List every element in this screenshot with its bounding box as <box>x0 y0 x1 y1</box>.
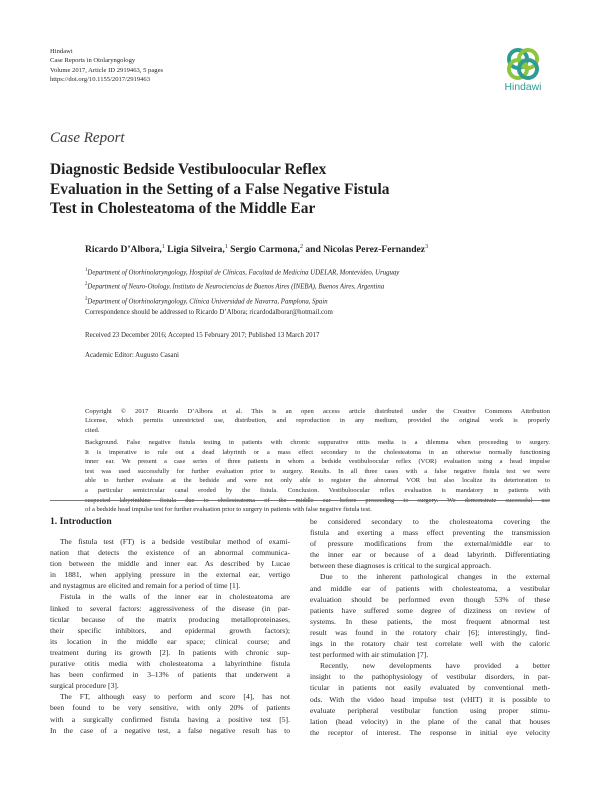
body-line: of pressure modifications from the external/middle ear to <box>310 539 550 549</box>
body-line: be considered secondary to the cholesteatoma covering the <box>310 517 550 526</box>
copyright-line: cited. <box>85 426 100 434</box>
journal-info <box>50 47 163 85</box>
body-line: nation that detects the existence of an abnormal communica- <box>50 548 290 558</box>
affiliation <box>85 294 399 308</box>
body-line: The FT, although easy to perform and score [4], has not <box>60 692 290 702</box>
body-line: Recently, new developments have provided a better <box>320 661 550 671</box>
body-line: been found to be very sensitive, with only 20% of patients <box>50 703 290 713</box>
body-line: with a surgically confirmed fistula having a positive test [5]. <box>50 714 290 724</box>
abstract <box>85 438 550 515</box>
author-affil-number: 3 <box>425 244 429 250</box>
hindawi-logo-icon <box>503 44 543 84</box>
body-line: ticular in patients not easily evaluated by conventional meth- <box>310 683 550 693</box>
body-line: In the case of a negative test, a false negative result has to <box>50 725 290 735</box>
section-divider <box>50 500 550 501</box>
body-line: and nystagmus are elicited and remain for a period of time [1]. <box>50 581 241 591</box>
title-line: Diagnostic Bedside Vestibuloocular Reflex <box>50 161 327 178</box>
author-list <box>85 244 428 255</box>
affiliation-number: 3 <box>85 296 88 302</box>
body-line: result was found in the rotatory chair [6]; interestingly, find- <box>310 627 550 637</box>
affiliation-number: 1 <box>85 268 88 273</box>
body-line: ods. With the video head impulse test (vHIT) it is possible to <box>310 694 550 704</box>
affiliation <box>85 265 399 279</box>
body-line: Fistula in the walls of the inner ear in cholesteatoma are <box>60 592 290 602</box>
body-line: tion between the middle and inner ear. As described by Lucae <box>50 559 290 569</box>
abstract-line: suspected labyrinthine fistula due to cholesteatoma of the middle ear before proceeding to surgery. We demonstrate successful use <box>85 496 550 504</box>
correspondence: Correspondence should be addressed to Ricardo D’Albora; ricardodalborar@hotmail.com <box>85 309 333 316</box>
body-line: treatment during its growth [2]. In patients with chronic sup- <box>50 647 290 657</box>
author-name: and Nicolas Perez-Fernandez <box>302 244 426 256</box>
affiliation-text: Department of Otorhinolaryngology, Hospital de Clínicas, Facultad de Medicina UDELAR, Montevideo, Uruguay <box>87 269 400 277</box>
title-line: Test in Cholesteatoma of the Middle Ear <box>50 200 316 218</box>
logo-wordmark: Hindawi <box>504 82 542 93</box>
author-affil-number: 1 <box>224 244 228 250</box>
copyright-line: License, which permits unrestricted use, distribution, and reproduction in any medium, provided the original work is properly <box>85 417 550 425</box>
body-line: evaluation should be performed even though 53% of these <box>310 594 550 604</box>
body-line: linked to several factors: aggressiveness of the disease (in par- <box>50 603 290 613</box>
body-line: purative otitis media with cholesteatoma a labyrinthine fistula <box>50 659 290 669</box>
body-line: ings in the rotatory chair test correlate well with the caloric <box>310 639 550 649</box>
body-line: between these diagnoses is critical to the surgical approach. <box>310 561 491 571</box>
author-name: Sergio Carmona, <box>227 244 300 256</box>
body-line: ticular because of the matrix producing metalloproteinases, <box>50 614 290 624</box>
body-line: lation (head velocity) in the plane of the canal that houses <box>310 716 550 726</box>
copyright-notice <box>85 407 550 435</box>
publisher-name: Hindawi <box>50 48 73 55</box>
body-line: the receptor of interest. The response in initial eye velocity <box>310 727 550 737</box>
title-line: Evaluation in the Setting of a False Negative Fistula <box>50 180 390 198</box>
abstract-line: inner ear. We present a case series of three patients in whom a bedside vestibuloocular reflex (VOR) evaluation using a head impulse <box>85 458 550 466</box>
author-name: Ricardo D’Albora, <box>85 244 162 256</box>
body-line: systems. In these patients, the most frequent abnormal test <box>310 616 550 626</box>
section-heading: 1. Introduction <box>50 516 112 527</box>
abstract-line: test was used successfully for further evaluation prior to surgery. Results. In all three cases with a false negative fistula test we were <box>85 467 550 475</box>
body-line: The fistula test (FT) is a bedside vestibular method of exami- <box>60 537 290 546</box>
body-line: test performed with air stimulation [7]. <box>310 650 429 660</box>
affiliations <box>85 265 399 308</box>
abstract-line: able to further evaluate at the bedside and were not only able to register the abnormal VOR but also localize its deterioration to <box>85 477 550 485</box>
body-column-right <box>310 516 550 738</box>
affiliation-text: Department of Otorhinolaryngology, Clínica Universidad de Navarra, Pamplona, Spain <box>87 297 328 305</box>
body-line: the inner ear or because of a dead labyrinth. Differentiating <box>310 550 550 560</box>
author-name: Ligia Silveira, <box>164 244 225 256</box>
author-affil-number: 2 <box>299 244 303 250</box>
body-line: insight to the pathophysiology of vestibular disorders, in par- <box>310 672 550 682</box>
body-line: evaluate peripheral vestibular function using proper stimu- <box>310 705 550 715</box>
body-column-left <box>50 536 290 736</box>
copyright-line: Copyright © 2017 Ricardo D’Albora et al. This is an open access article distributed under the Creative Commons Attribution <box>85 408 550 415</box>
body-line: in 1881, when applying pressure in the external ear, vertigo <box>50 570 290 580</box>
body-line: surgical procedure [3]. <box>50 681 119 691</box>
affiliation-text: Department of Neuro-Otology, Instituto de Neurociencias de Buenos Aires (INEBA), Buenos Aires, Argentina <box>87 283 385 291</box>
article-title <box>50 160 389 219</box>
abstract-line: of a bedside head impulse test for further evaluation prior to surgery in patients with false negative fistula test. <box>85 506 372 514</box>
body-line: patients have suffered some degree of dizziness on review of <box>310 605 550 615</box>
body-line: their specific inhibitors, and epidermal growth factors); <box>50 625 290 635</box>
publication-dates: Received 23 December 2016; Accepted 15 February 2017; Published 13 March 2017 <box>85 332 320 339</box>
article-type: Case Report <box>50 130 125 146</box>
volume-line: Volume 2017, Article ID 2919463, 5 pages <box>50 66 164 74</box>
body-line: and middle ear of patients with cholesteatoma, a vestibular <box>310 583 550 593</box>
body-line: fistula and exerting a mass effect preventing the transmission <box>310 528 550 538</box>
affiliation-number: 2 <box>85 282 88 288</box>
body-line: Due to the inherent pathological changes in the external <box>320 572 550 582</box>
author-affil-number: 1 <box>161 244 165 250</box>
affiliation <box>85 279 399 293</box>
abstract-line: Background. False negative fistula testing in patients with chronic suppurative otitis media is a dilemma when proceeding to surgery. <box>85 439 550 446</box>
academic-editor: Academic Editor: Augusto Casani <box>85 352 179 359</box>
doi-link[interactable]: https://doi.org/10.1155/2017/2919463 <box>50 76 151 84</box>
abstract-line: a particular semicircular canal eroded by the fistula. Conclusion. Vestibuloocular reflex evaluation is mandatory in patients with <box>85 486 550 494</box>
abstract-line: It is imperative to rule out a dead labyrinth or a mass effect secondary to the cholesteatoma in an otherwise normally functioning <box>85 448 550 456</box>
journal-name: Case Reports in Otolaryngology <box>50 57 136 65</box>
body-line: has been confirmed in 3–13% of patients that underwent a <box>50 670 290 680</box>
hindawi-logo <box>499 44 547 104</box>
body-line: its location in the middle ear space; clinical course; and <box>50 636 290 646</box>
